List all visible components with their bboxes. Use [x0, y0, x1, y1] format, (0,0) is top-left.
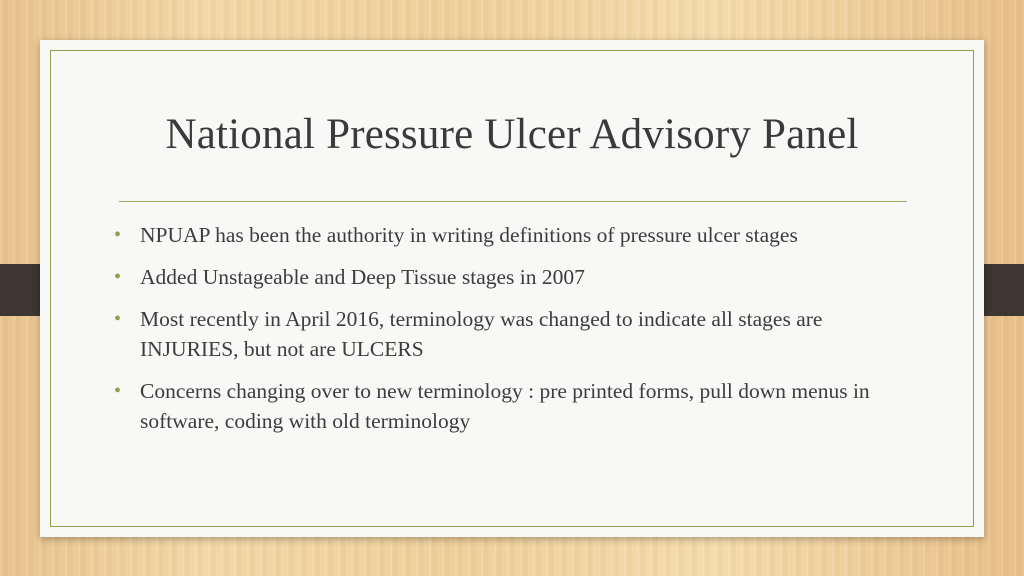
bullet-icon: •	[114, 224, 122, 246]
bullet-icon: •	[114, 266, 122, 288]
bullet-text: NPUAP has been the authority in writing definitions of pressure ulcer stages	[140, 223, 798, 247]
slide-title: National Pressure Ulcer Advisory Panel	[165, 111, 859, 158]
bullet-item	[114, 220, 910, 250]
slide-card	[40, 40, 984, 537]
bullet-text: Concerns changing over to new terminology : pre printed forms, pull down menus in software, coding with old terminology	[140, 379, 870, 433]
title-divider	[119, 201, 907, 202]
bullet-list	[114, 220, 910, 448]
bullet-icon: •	[114, 380, 122, 402]
bullet-text: Added Unstageable and Deep Tissue stages in 2007	[140, 265, 585, 289]
bullet-icon: •	[114, 308, 122, 330]
bullet-item	[114, 376, 910, 436]
bullet-item	[114, 304, 910, 364]
bullet-item	[114, 262, 910, 292]
bullet-text: Most recently in April 2016, terminology was changed to indicate all stages are INJURIES, but not are ULCERS	[140, 307, 823, 361]
